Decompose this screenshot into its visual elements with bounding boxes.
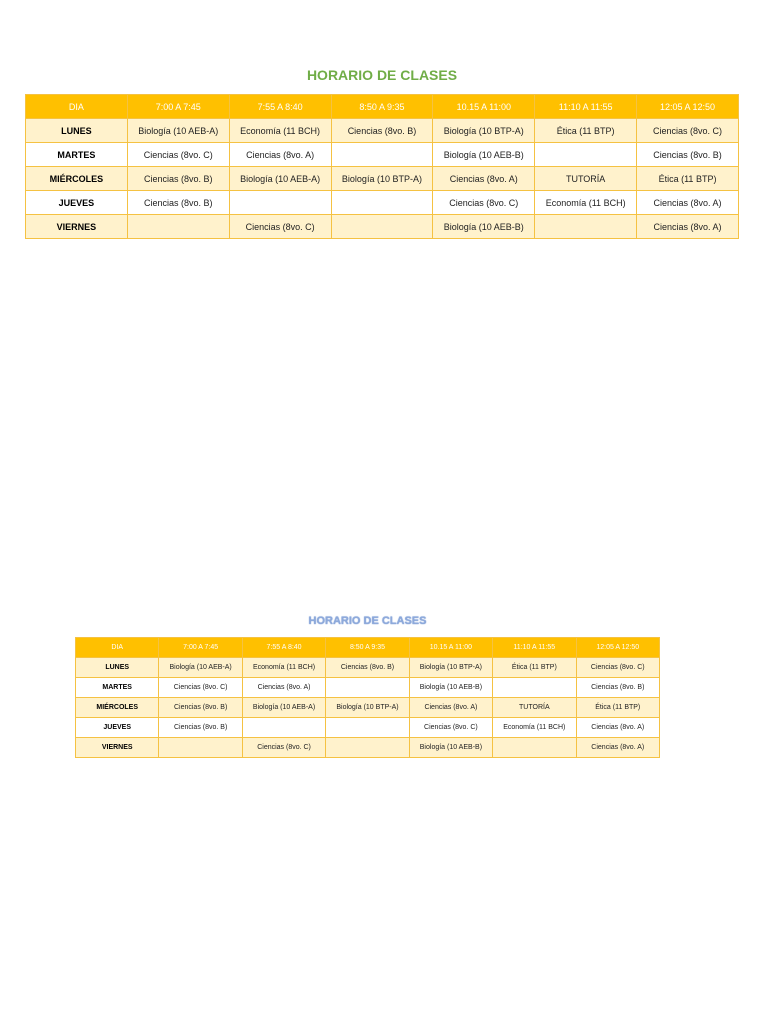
class-cell: Ética (11 BTP) [576, 698, 659, 718]
class-cell: Ciencias (8vo. A) [433, 167, 535, 191]
header-cell: 11:10 A 11:55 [493, 638, 576, 658]
header-row [76, 638, 660, 658]
day-cell: VIERNES [76, 738, 159, 758]
header-cell: DIA [76, 638, 159, 658]
table-row [26, 119, 739, 143]
class-cell: Ciencias (8vo. A) [637, 191, 739, 215]
class-cell: Ética (11 BTP) [493, 658, 576, 678]
day-cell: LUNES [26, 119, 128, 143]
class-cell: Ciencias (8vo. B) [637, 143, 739, 167]
table-row [26, 191, 739, 215]
day-cell: MARTES [26, 143, 128, 167]
class-cell: Biología (10 AEB-A) [242, 698, 325, 718]
header-cell: 12:05 A 12:50 [576, 638, 659, 658]
header-cell: 10.15 A 11:00 [433, 95, 535, 119]
class-cell: Economía (11 BCH) [493, 718, 576, 738]
header-cell: 7:55 A 8:40 [229, 95, 331, 119]
class-cell: Ciencias (8vo. C) [409, 718, 492, 738]
class-cell: Biología (10 BTP-A) [331, 167, 433, 191]
class-cell [242, 718, 325, 738]
class-cell: Ciencias (8vo. A) [229, 143, 331, 167]
class-cell [127, 215, 229, 239]
schedule-table [25, 94, 739, 239]
header-cell: DIA [26, 95, 128, 119]
class-cell: Ciencias (8vo. B) [326, 658, 409, 678]
class-cell [535, 215, 637, 239]
class-cell: Biología (10 BTP-A) [433, 119, 535, 143]
class-cell: Biología (10 BTP-A) [409, 658, 492, 678]
class-cell [331, 191, 433, 215]
schedule-table [75, 637, 660, 758]
schedule-title: HORARIO DE CLASES [308, 615, 427, 627]
header-cell: 7:55 A 8:40 [242, 638, 325, 658]
class-cell: Ciencias (8vo. C) [242, 738, 325, 758]
header-row [26, 95, 739, 119]
class-cell: Ciencias (8vo. C) [229, 215, 331, 239]
class-schedule-copy [75, 613, 660, 758]
class-cell: TUTORÍA [493, 698, 576, 718]
day-cell: MIÉRCOLES [26, 167, 128, 191]
class-cell: Ciencias (8vo. B) [159, 698, 242, 718]
class-cell: Biología (10 AEB-A) [159, 658, 242, 678]
table-row [76, 698, 660, 718]
header-cell: 8:50 A 9:35 [326, 638, 409, 658]
day-cell: JUEVES [76, 718, 159, 738]
class-cell: Biología (10 AEB-B) [409, 678, 492, 698]
class-cell [493, 738, 576, 758]
header-cell: 11:10 A 11:55 [535, 95, 637, 119]
class-cell: TUTORÍA [535, 167, 637, 191]
table-row [26, 143, 739, 167]
class-cell: Economía (11 BCH) [535, 191, 637, 215]
class-cell: Biología (10 AEB-B) [433, 143, 535, 167]
class-cell [331, 143, 433, 167]
header-cell: 8:50 A 9:35 [331, 95, 433, 119]
class-cell: Ciencias (8vo. B) [127, 167, 229, 191]
class-cell: Ciencias (8vo. B) [127, 191, 229, 215]
header-cell: 10.15 A 11:00 [409, 638, 492, 658]
class-cell: Ética (11 BTP) [637, 167, 739, 191]
class-cell: Biología (10 AEB-B) [409, 738, 492, 758]
class-cell: Ciencias (8vo. A) [409, 698, 492, 718]
header-cell: 7:00 A 7:45 [127, 95, 229, 119]
class-cell: Ciencias (8vo. C) [637, 119, 739, 143]
class-cell [331, 215, 433, 239]
table-row [76, 718, 660, 738]
class-cell: Ciencias (8vo. A) [637, 215, 739, 239]
class-cell: Ciencias (8vo. B) [331, 119, 433, 143]
table-row [76, 738, 660, 758]
class-cell: Biología (10 AEB-B) [433, 215, 535, 239]
class-cell: Biología (10 BTP-A) [326, 698, 409, 718]
class-cell: Ciencias (8vo. B) [576, 678, 659, 698]
table-row [76, 678, 660, 698]
class-cell: Ciencias (8vo. C) [576, 658, 659, 678]
class-schedule [25, 64, 739, 239]
day-cell: MIÉRCOLES [76, 698, 159, 718]
class-cell [326, 738, 409, 758]
class-cell: Biología (10 AEB-A) [229, 167, 331, 191]
header-cell: 7:00 A 7:45 [159, 638, 242, 658]
class-cell: Economía (11 BCH) [229, 119, 331, 143]
header-cell: 12:05 A 12:50 [637, 95, 739, 119]
class-cell: Ciencias (8vo. A) [576, 718, 659, 738]
class-cell [229, 191, 331, 215]
day-cell: VIERNES [26, 215, 128, 239]
class-cell [159, 738, 242, 758]
class-cell [326, 718, 409, 738]
class-cell: Ética (11 BTP) [535, 119, 637, 143]
class-cell: Ciencias (8vo. C) [127, 143, 229, 167]
class-cell: Ciencias (8vo. C) [159, 678, 242, 698]
class-cell [493, 678, 576, 698]
table-row [26, 167, 739, 191]
table-row [26, 215, 739, 239]
class-cell: Biología (10 AEB-A) [127, 119, 229, 143]
class-cell: Ciencias (8vo. C) [433, 191, 535, 215]
class-cell [326, 678, 409, 698]
table-row [76, 658, 660, 678]
day-cell: MARTES [76, 678, 159, 698]
class-cell [535, 143, 637, 167]
class-cell: Ciencias (8vo. B) [159, 718, 242, 738]
day-cell: JUEVES [26, 191, 128, 215]
class-cell: Ciencias (8vo. A) [576, 738, 659, 758]
day-cell: LUNES [76, 658, 159, 678]
class-cell: Ciencias (8vo. A) [242, 678, 325, 698]
schedule-title: HORARIO DE CLASES [306, 67, 458, 83]
class-cell: Economía (11 BCH) [242, 658, 325, 678]
